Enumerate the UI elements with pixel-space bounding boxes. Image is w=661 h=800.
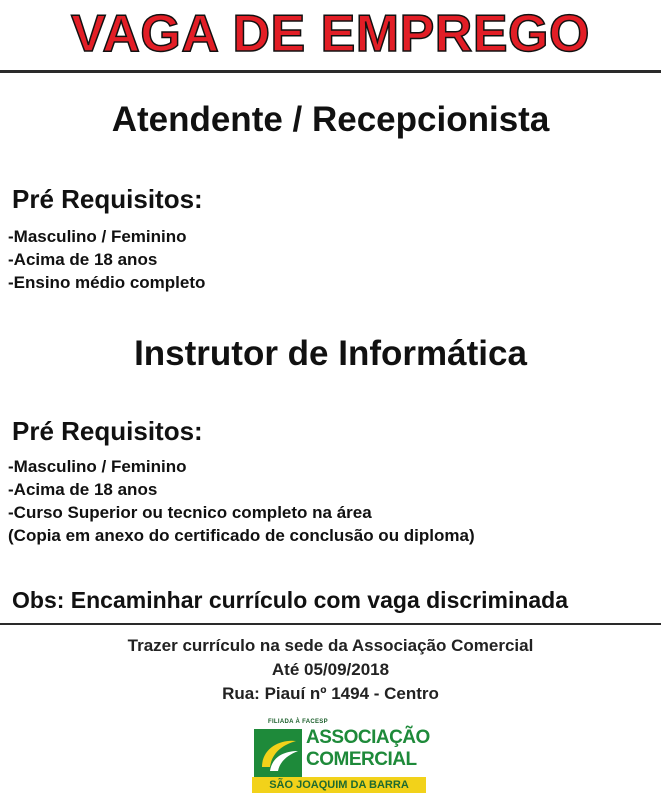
requirement-item: -Ensino médio completo: [8, 273, 206, 292]
logo-city: SÃO JOAQUIM DA BARRA: [252, 777, 426, 793]
job-title-atendente: Atendente / Recepcionista: [111, 100, 550, 139]
logo-line1: ASSOCIAÇÃO: [306, 727, 430, 748]
observation-note: Obs: Encaminhar currículo com vaga discriminada: [12, 587, 569, 613]
top-divider: [0, 70, 661, 73]
page-title: VAGA DE EMPREGO: [71, 5, 590, 63]
requirement-item: -Acima de 18 anos: [8, 480, 158, 499]
requirements-list: [8, 225, 205, 294]
logo-mark-icon: [252, 727, 304, 779]
requirement-item: -Masculino / Feminino: [8, 227, 187, 246]
footer-deadline: Até 05/09/2018: [271, 660, 390, 679]
bottom-divider: [0, 623, 661, 625]
job-title-instrutor: Instrutor de Informática: [134, 334, 527, 373]
logo-line2: COMERCIAL: [306, 749, 417, 770]
requirement-item: -Masculino / Feminino: [8, 457, 187, 476]
footer-address: Rua: Piauí nº 1494 - Centro: [222, 684, 439, 703]
requirements-label: Pré Requisitos:: [12, 184, 203, 214]
requirement-item: -Acima de 18 anos: [8, 250, 158, 269]
requirements-list: [8, 455, 475, 547]
footer-instruction: Trazer currículo na sede da Associação Comercial: [127, 636, 534, 655]
association-logo: [250, 715, 428, 797]
requirements-label: Pré Requisitos:: [12, 416, 203, 446]
requirement-item: -Curso Superior ou tecnico completo na área: [8, 503, 372, 522]
logo-filiada-text: FILIADA À FACESP: [268, 719, 328, 725]
requirement-item: (Copia em anexo do certificado de conclusão ou diploma): [8, 526, 475, 545]
